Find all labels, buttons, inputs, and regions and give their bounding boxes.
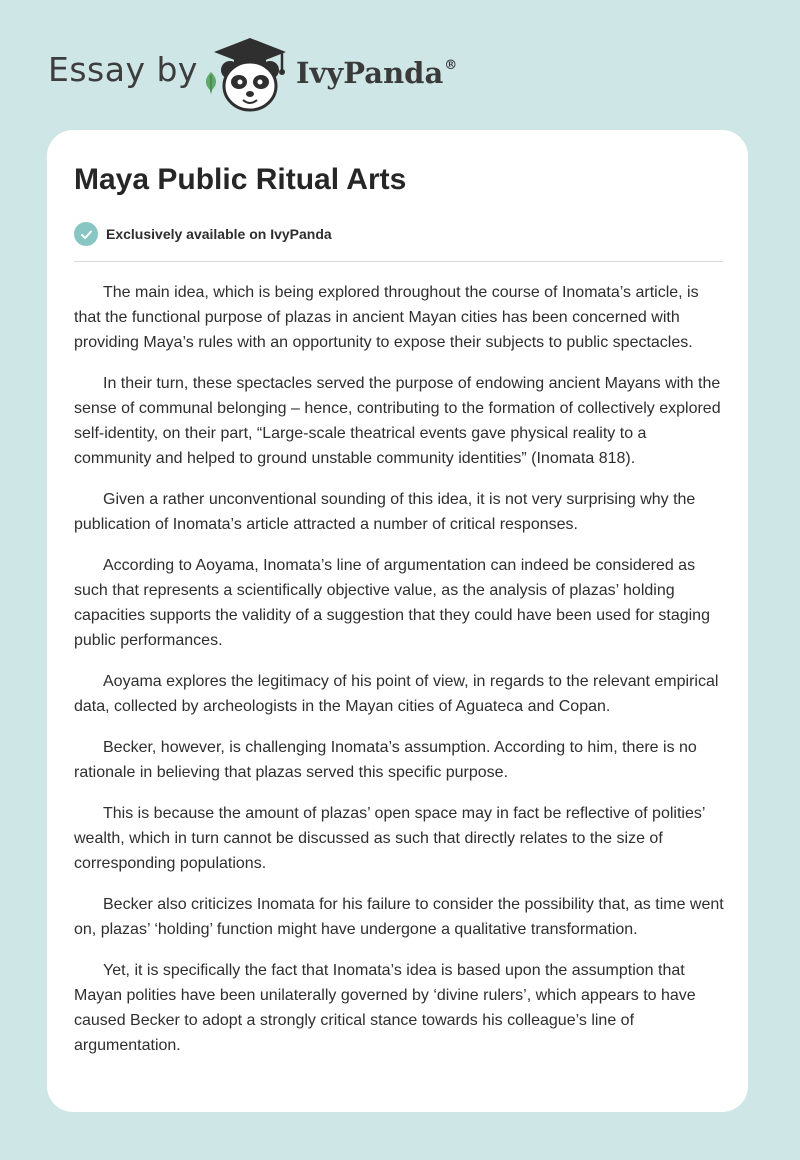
paragraph: Becker also criticizes Inomata for his failure to consider the possibility that, as time went on, plazas’ ‘holding’ function might have undergone a qualitative transformation. [74,896,724,938]
paragraph: Aoyama explores the legitimacy of his point of view, in regards to the relevant empirical data, collected by archeologists in the Mayan cities of Aguateca and Copan. [74,673,719,715]
check-circle-icon [74,222,98,246]
paragraph: According to Aoyama, Inomata’s line of argumentation can indeed be considered as such that represents a scientifically objective value, as the analysis of plazas’ holding capacities supports the validity of a suggestion that they could have been used for staging public performances. [74,557,710,649]
brand-name: IvyPanda® [296,56,458,90]
page-title: Maya Public Ritual Arts [74,163,407,196]
paragraph: Yet, it is specifically the fact that Inomata’s idea is based upon the assumption that Mayan polities have been unilaterally governed by ‘divine rulers’, which appears to have caused Becker to adopt a strongly critical stance towards his colleague’s line of argumentation. [74,962,696,1054]
paragraph: Becker, however, is challenging Inomata’s assumption. According to him, there is no rationale in believing that plazas served this specific purpose. [74,739,697,781]
registered-mark: ® [444,58,458,73]
essay-card [47,130,748,1112]
exclusive-badge [74,221,332,247]
exclusive-label: Exclusively available on IvyPanda [106,226,332,242]
paragraph: In their turn, these spectacles served the purpose of endowing ancient Mayans with the sense of communal belonging – hence, contributing to the formation of collectively explored self-identity, on their part, “Large-scale theatrical events gave physical reality to a community and helped to ground unstable community identities” (Inomata 818). [74,375,721,467]
brand-prefix: Essay by [48,50,198,89]
divider [74,261,723,262]
essay-body [74,280,726,1074]
paragraph: Given a rather unconventional sounding of this idea, it is not very surprising why the publication of Inomata’s article attracted a number of critical responses. [74,491,696,533]
paragraph: The main idea, which is being explored throughout the course of Inomata’s article, is that the functional purpose of plazas in ancient Mayan cities has been concerned with providing Maya’s rules with an opportunity to expose their subjects to public spectacles. [74,284,699,351]
panda-graduate-icon [210,36,290,114]
site-header [48,30,548,120]
paragraph: This is because the amount of plazas’ open space may in fact be reflective of polities’ wealth, which in turn cannot be discussed as such that directly relates to the size of corresponding populations. [74,805,705,872]
